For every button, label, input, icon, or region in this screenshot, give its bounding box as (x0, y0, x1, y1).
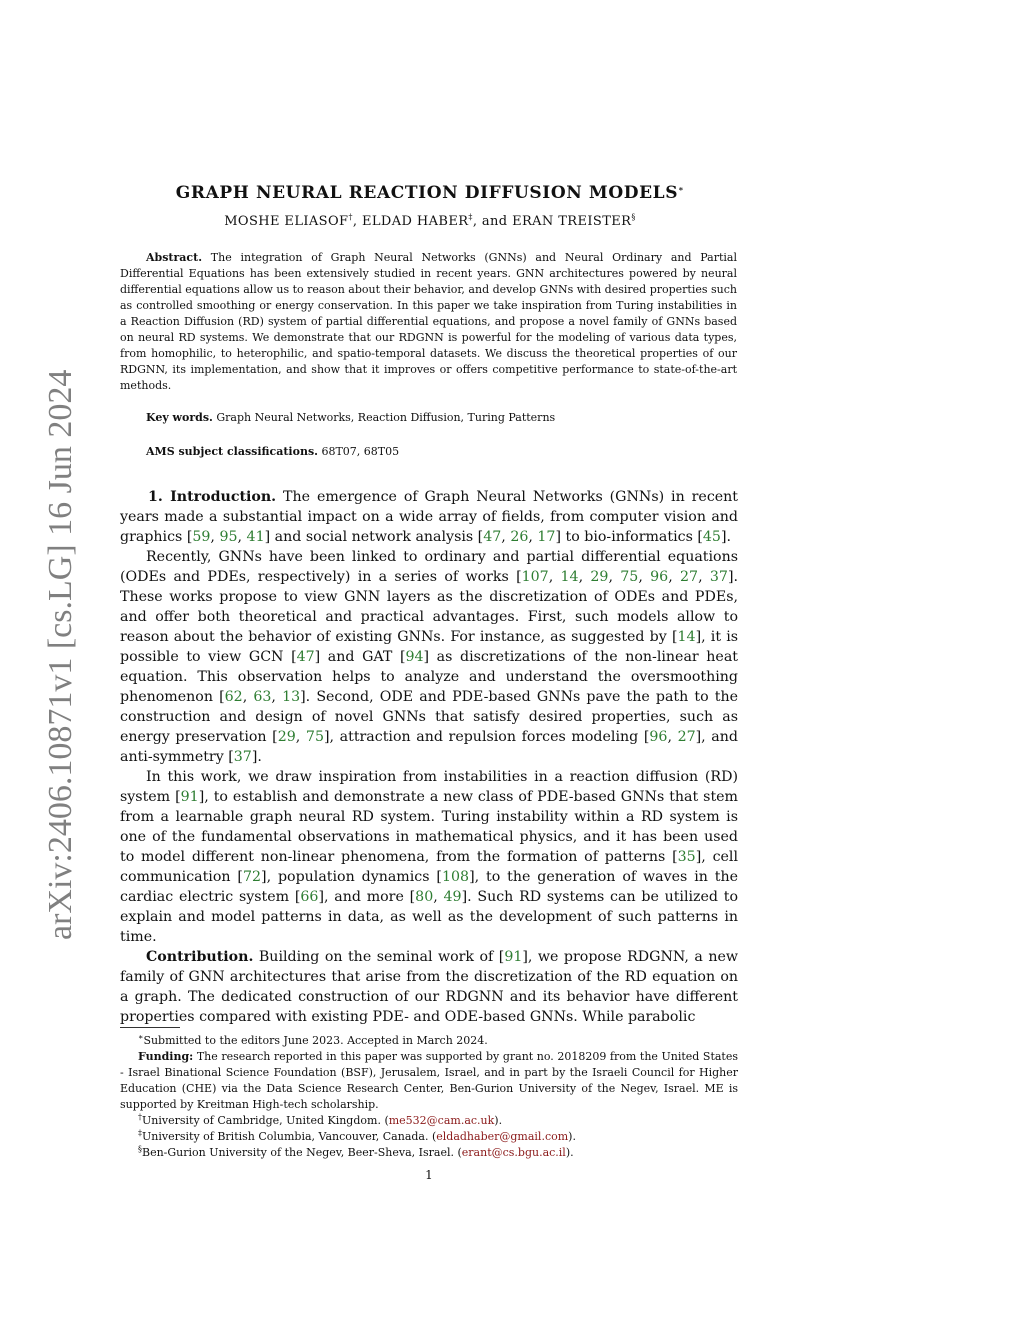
citation-link[interactable]: 29 (277, 729, 296, 745)
paragraph-text: , (638, 569, 651, 585)
author-3: ERAN TREISTER (512, 214, 632, 229)
paragraph-text: , (667, 729, 678, 745)
page-number: 1 (425, 1168, 433, 1182)
paragraph-text: ]. (720, 529, 732, 545)
paragraph-text: ] and GAT [ (314, 649, 406, 665)
paragraph-text: , (237, 529, 247, 545)
paragraph-text: The emergence of Graph Neural Networks (GNNs) in recent years made a substantial impact on a wide array of fields, from computer vision and graphics [ (120, 489, 738, 545)
footnote-affiliation-3 (120, 1145, 738, 1161)
intro-paragraph-1 (120, 487, 738, 547)
citation-link[interactable]: 75 (620, 569, 639, 585)
paragraph-text: , (528, 529, 538, 545)
paragraph-text: , (698, 569, 710, 585)
paragraph-text: ], population dynamics [ (261, 869, 442, 885)
citation-link[interactable]: 80 (415, 889, 434, 905)
paragraph-text: , (242, 689, 254, 705)
paragraph-text: , (271, 689, 283, 705)
paper-title (120, 183, 740, 203)
citation-link[interactable]: 26 (510, 529, 529, 545)
footnote-text: Ben-Gurion University of the Negev, Beer-Sheva, Israel. ( (142, 1146, 462, 1159)
funding-label: Funding: (138, 1050, 194, 1063)
footnote-text: ). (565, 1146, 574, 1159)
title-footnote-mark: ∗ (678, 183, 685, 194)
ams-text: 68T07, 68T05 (321, 445, 400, 458)
author-separator: , (352, 214, 362, 229)
paragraph-text: ]. Such RD systems can be utilized to explain and model patterns in data, as well as the development of such patterns in time. (120, 889, 738, 945)
abstract (120, 250, 737, 394)
paragraph-text: ]. Second, ODE and PDE-based GNNs pave the path to the construction and design of novel GNNs that satisfy desired properties, such as energy preservation [ (120, 689, 739, 745)
paragraph-text: ], we propose RDGNN, a new family of GNN architectures that arise from the discretization of the RD equation on a graph. The dedicated construction of our RDGNN and its behavior have different properties compared with existing PDE- and ODE-based GNNs. While parabolic (120, 949, 738, 1025)
citation-link[interactable]: 91 (180, 789, 199, 805)
footnote-text: The research reported in this paper was supported by grant no. 2018209 from the United States - Israel Binational Science Foundation (BSF), Jerusalem, Israel, and in part by the Israeli Council for Higher Education (CHE) via the Data Science Research Center, Ben-Gurion University of the Negev, Israel. ME is supported by Kreitman High-tech scholarship. (120, 1050, 738, 1111)
citation-link[interactable]: 47 (483, 529, 502, 545)
paragraph-text: ], and anti-symmetry [ (120, 729, 738, 765)
footnote-text: Submitted to the editors June 2023. Accepted in March 2024. (143, 1034, 488, 1047)
paragraph-text: In this work, we draw inspiration from instabilities in a reaction diffusion (RD) system [ (120, 769, 738, 805)
citation-link[interactable]: 91 (504, 949, 523, 965)
footnote-mark: ∗ (138, 1032, 144, 1042)
citation-link[interactable]: 47 (296, 649, 315, 665)
citation-link[interactable]: 96 (649, 729, 668, 745)
author-1-mark: † (348, 212, 353, 222)
abstract-text: The integration of Graph Neural Networks (GNNs) and Neural Ordinary and Partial Differential Equations has been extensively studied in recent years. GNN architectures powered by neural differential equations allow us to reason about their behavior, and develop GNNs with desired properties such as controlled smoothing or energy conservation. In this paper we take inspiration from Turing instabilities in a Reaction Diffusion (RD) system of partial differential equations, and propose a novel family of GNNs based on neural RD systems. We demonstrate that our RDGNN is powerful for the modeling of various data types, from homophilic, to heterophilic, and spatio-temporal datasets. We discuss the theoretical properties of our RDGNN, its implementation, and show that it improves or offers competitive performance to state-of-the-art methods. (120, 251, 737, 392)
citation-link[interactable]: 13 (282, 689, 301, 705)
footnote-mark: ‡ (138, 1128, 142, 1138)
paragraph-text: , (548, 569, 561, 585)
paragraph-text: ] as discretizations of the non-linear heat equation. This observation helps to analyze and understand the oversmoothing phenomenon [ (120, 649, 738, 705)
title-text: GRAPH NEURAL REACTION DIFFUSION MODELS (175, 183, 679, 203)
citation-link[interactable]: 96 (650, 569, 669, 585)
footnote-rule (120, 1027, 180, 1028)
author-2: ELDAD HABER (361, 214, 469, 229)
citation-link[interactable]: 27 (680, 569, 699, 585)
paragraph-text: ] to bio-informatics [ (555, 529, 703, 545)
intro-paragraph-4 (120, 947, 738, 1027)
citation-link[interactable]: 95 (219, 529, 238, 545)
citation-link[interactable]: 45 (702, 529, 721, 545)
paragraph-text: , (668, 569, 681, 585)
author-separator: , and (472, 214, 513, 229)
email-link[interactable]: me532@cam.ac.uk (388, 1114, 495, 1127)
footnote-mark: † (138, 1112, 142, 1122)
paragraph-text: ], to establish and demonstrate a new class of PDE-based GNNs that stem from a learnable graph neural RD system. Turing instability within a RD system is one of the fundamental observations in mathematical physics, and it has been used to model different non-linear phenomena, from the formation of patterns [ (120, 789, 738, 865)
citation-link[interactable]: 35 (677, 849, 696, 865)
introduction-section (120, 487, 738, 1027)
footnote-funding (120, 1049, 738, 1113)
keywords (146, 410, 555, 426)
citation-link[interactable]: 108 (441, 869, 470, 885)
footnote-submitted (120, 1033, 738, 1049)
paragraph-text: , (210, 529, 220, 545)
email-link[interactable]: erant@cs.bgu.ac.il (461, 1146, 566, 1159)
ams-classification (146, 444, 399, 460)
paragraph-text: ], and more [ (318, 889, 416, 905)
paragraph-text: ]. (251, 749, 262, 765)
paragraph-text: Recently, GNNs have been linked to ordinary and partial differential equations (ODEs and PDEs, respectively) in a series of works [ (120, 549, 738, 585)
footnote-text: University of Cambridge, United Kingdom. ( (142, 1114, 389, 1127)
author-2-mark: ‡ (468, 212, 473, 222)
author-list (120, 214, 740, 229)
paragraph-text: Building on the seminal work of [ (258, 949, 505, 965)
footnote-affiliation-1 (120, 1113, 738, 1129)
keywords-text: Graph Neural Networks, Reaction Diffusion, Turing Patterns (216, 411, 556, 424)
arxiv-identifier: arXiv:2406.10871v1 [cs.LG] 16 Jun 2024 (42, 369, 79, 940)
email-link[interactable]: eldadhaber@gmail.com (436, 1130, 569, 1143)
paragraph-text: , (295, 729, 306, 745)
abstract-label: Abstract. (146, 251, 203, 264)
citation-link[interactable]: 14 (560, 569, 579, 585)
footnote-affiliation-2 (120, 1129, 738, 1145)
citation-link[interactable]: 29 (590, 569, 609, 585)
ams-label: AMS subject classifications. (146, 445, 318, 458)
footnote-text: ). (494, 1114, 503, 1127)
citation-link[interactable]: 62 (224, 689, 243, 705)
citation-link[interactable]: 75 (305, 729, 324, 745)
paragraph-text: , (578, 569, 591, 585)
paragraph-text: ]. These works propose to view GNN layers as the discretization of ODEs and PDEs, and offer both theoretical and practical advantages. First, such models allow to reason about the behavior of existing GNNs. For instance, as suggested by [ (120, 569, 739, 645)
paragraph-text: ], cell communication [ (120, 849, 738, 885)
citation-link[interactable]: 37 (709, 569, 728, 585)
paragraph-text: ], attraction and repulsion forces modeling [ (323, 729, 650, 745)
citation-link[interactable]: 49 (443, 889, 462, 905)
section-heading: 1. Introduction. (148, 489, 277, 505)
paragraph-text: ], it is possible to view GCN [ (120, 629, 739, 665)
paragraph-text: , (501, 529, 511, 545)
citation-link[interactable]: 66 (300, 889, 319, 905)
footnotes (120, 1033, 738, 1161)
author-1: MOSHE ELIASOF (224, 214, 349, 229)
paragraph-text: ], to the generation of waves in the cardiac electric system [ (120, 869, 739, 905)
citation-link[interactable]: 94 (405, 649, 424, 665)
intro-paragraph-2 (120, 547, 738, 767)
arxiv-side-stamp (14, 360, 79, 940)
citation-link[interactable]: 14 (677, 629, 696, 645)
citation-link[interactable]: 37 (233, 749, 252, 765)
citation-link[interactable]: 63 (253, 689, 272, 705)
citation-link[interactable]: 59 (192, 529, 211, 545)
citation-link[interactable]: 107 (521, 569, 549, 585)
citation-link[interactable]: 41 (246, 529, 265, 545)
paragraph-text: ] and social network analysis [ (264, 529, 484, 545)
citation-link[interactable]: 27 (677, 729, 696, 745)
footnote-text: University of British Columbia, Vancouver, Canada. ( (142, 1130, 437, 1143)
citation-link[interactable]: 17 (537, 529, 556, 545)
paragraph-text: , (433, 889, 444, 905)
citation-link[interactable]: 72 (242, 869, 262, 885)
contribution-label: Contribution. (146, 949, 254, 965)
footnote-text: ). (568, 1130, 576, 1143)
intro-paragraph-3 (120, 767, 738, 947)
paragraph-text: , (608, 569, 621, 585)
keywords-label: Key words. (146, 411, 213, 424)
footnote-mark: § (138, 1144, 142, 1154)
author-3-mark: § (631, 212, 636, 222)
